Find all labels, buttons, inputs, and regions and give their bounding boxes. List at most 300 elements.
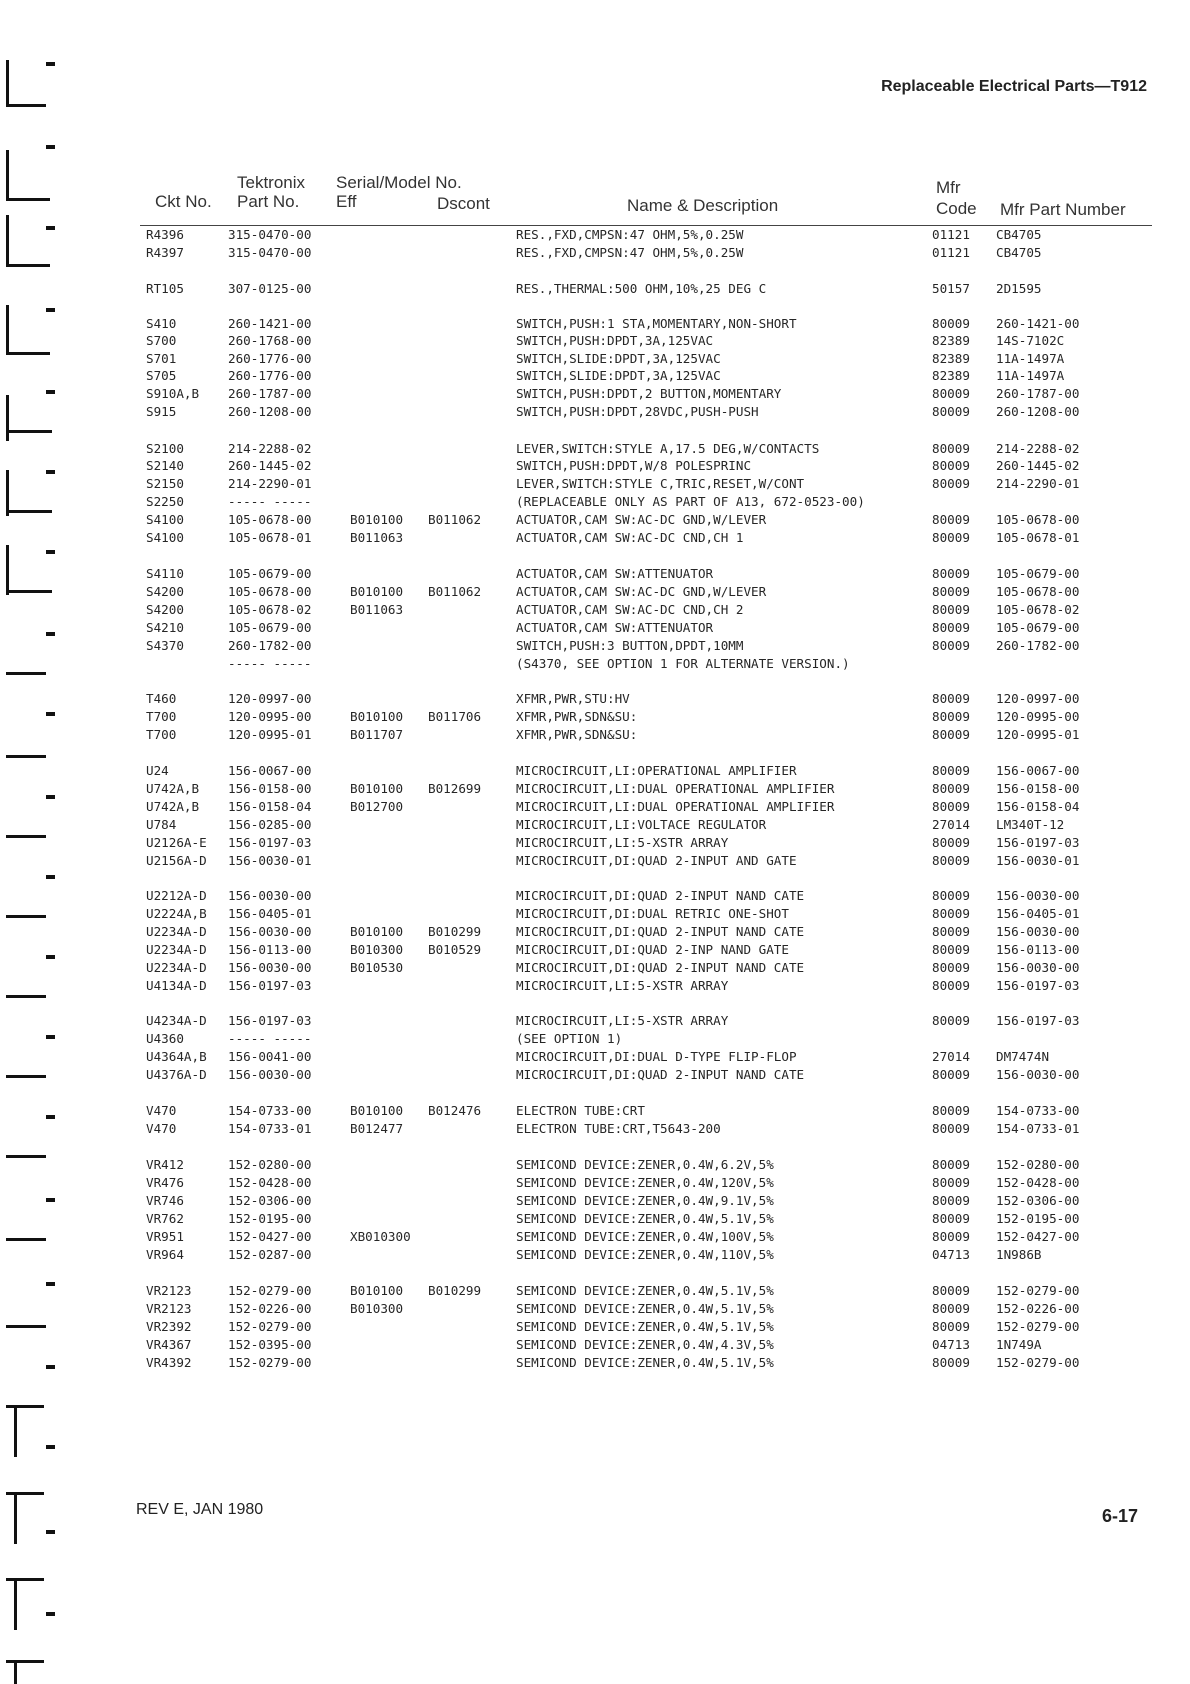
name-description-cell: RES.,FXD,CMPSN:47 OHM,5%,0.25W — [516, 227, 744, 242]
mfr-code-cell: 80009 — [932, 1301, 970, 1316]
ckt-no-cell: VR762 — [146, 1211, 184, 1226]
name-description-cell: ELECTRON TUBE:CRT — [516, 1103, 645, 1118]
ckt-no-cell: V470 — [146, 1121, 177, 1136]
binding-tick — [46, 308, 55, 312]
part-no-cell: 120-0997-00 — [228, 691, 312, 706]
serial-dscont-cell: B010299 — [428, 1283, 482, 1298]
mfr-part-number-cell: 156-0030-00 — [996, 1067, 1080, 1082]
part-no-cell: 156-0197-03 — [228, 1013, 312, 1028]
mfr-code-cell: 80009 — [932, 799, 970, 814]
part-no-cell: 315-0470-00 — [228, 245, 312, 260]
serial-eff-cell: B010100 — [350, 1283, 404, 1298]
mfr-code-cell: 80009 — [932, 978, 970, 993]
mfr-code-cell: 80009 — [932, 709, 970, 724]
mfr-code-cell: 80009 — [932, 620, 970, 635]
binding-mark — [14, 1405, 17, 1457]
serial-eff-cell: B010100 — [350, 709, 404, 724]
ckt-no-cell: S705 — [146, 368, 177, 383]
mfr-part-number-cell: 156-0113-00 — [996, 942, 1080, 957]
mfr-part-number-cell: 154-0733-00 — [996, 1103, 1080, 1118]
mfr-code-cell: 50157 — [932, 281, 970, 296]
part-no-cell: 156-0030-00 — [228, 1067, 312, 1082]
ckt-no-cell: RT105 — [146, 281, 184, 296]
serial-eff-cell: B012477 — [350, 1121, 404, 1136]
part-no-cell: ----- ----- — [228, 656, 312, 671]
name-description-cell: (REPLACEABLE ONLY AS PART OF A13, 672-0523-00) — [516, 494, 865, 509]
table-row — [0, 1030, 1150, 1048]
part-no-cell: 152-0280-00 — [228, 1157, 312, 1172]
ckt-no-cell: S910A,B — [146, 386, 200, 401]
mfr-part-number-cell: 152-0306-00 — [996, 1193, 1080, 1208]
mfr-part-number-cell: 156-0067-00 — [996, 763, 1080, 778]
mfr-part-number-cell: 156-0197-03 — [996, 1013, 1080, 1028]
table-row — [0, 315, 1150, 333]
ckt-no-cell: S4100 — [146, 512, 184, 527]
table-row — [0, 637, 1150, 655]
mfr-part-number-cell: 1N986B — [996, 1247, 1042, 1262]
ckt-no-cell: VR2123 — [146, 1301, 192, 1316]
binding-mark — [6, 60, 9, 106]
table-row — [0, 403, 1150, 421]
name-description-cell: ELECTRON TUBE:CRT,T5643-200 — [516, 1121, 721, 1136]
mfr-code-cell: 80009 — [932, 458, 970, 473]
mfr-code-cell: 80009 — [932, 1229, 970, 1244]
part-no-cell: 307-0125-00 — [228, 281, 312, 296]
column-header-code: Code — [936, 199, 977, 218]
mfr-part-number-cell: 156-0030-00 — [996, 924, 1080, 939]
mfr-code-cell: 80009 — [932, 530, 970, 545]
binding-mark — [6, 1492, 44, 1495]
part-no-cell: 154-0733-01 — [228, 1121, 312, 1136]
table-row — [0, 583, 1150, 601]
ckt-no-cell: VR412 — [146, 1157, 184, 1172]
ckt-no-cell: T460 — [146, 691, 177, 706]
part-no-cell: 260-1776-00 — [228, 351, 312, 366]
table-row — [0, 475, 1150, 493]
mfr-part-number-cell: 105-0678-01 — [996, 530, 1080, 545]
serial-eff-cell: B010530 — [350, 960, 404, 975]
part-no-cell: 152-0428-00 — [228, 1175, 312, 1190]
mfr-part-number-cell: 105-0678-00 — [996, 512, 1080, 527]
binding-mark — [6, 1405, 44, 1408]
mfr-code-cell: 01121 — [932, 227, 970, 242]
mfr-code-cell: 80009 — [932, 316, 970, 331]
name-description-cell: ACTUATOR,CAM SW:ATTENUATOR — [516, 620, 714, 635]
part-no-cell: 260-1787-00 — [228, 386, 312, 401]
serial-dscont-cell: B011706 — [428, 709, 482, 724]
part-no-cell: 156-0158-04 — [228, 799, 312, 814]
mfr-code-cell: 80009 — [932, 404, 970, 419]
ckt-no-cell: S4200 — [146, 584, 184, 599]
column-header-mfr-part-number: Mfr Part Number — [1000, 200, 1126, 219]
binding-mark — [6, 264, 50, 267]
mfr-code-cell: 80009 — [932, 835, 970, 850]
part-no-cell: 156-0158-00 — [228, 781, 312, 796]
serial-dscont-cell: B010299 — [428, 924, 482, 939]
name-description-cell: SWITCH,SLIDE:DPDT,3A,125VAC — [516, 351, 721, 366]
ckt-no-cell: U2212A-D — [146, 888, 207, 903]
part-no-cell: 152-0279-00 — [228, 1319, 312, 1334]
table-row — [0, 1066, 1150, 1084]
name-description-cell: MICROCIRCUIT,LI:DUAL OPERATIONAL AMPLIFIER — [516, 799, 835, 814]
column-header-tektronix: Tektronix — [237, 173, 306, 192]
ckt-no-cell: VR4367 — [146, 1337, 192, 1352]
mfr-part-number-cell: 152-0280-00 — [996, 1157, 1080, 1172]
name-description-cell: ACTUATOR,CAM SW:AC-DC GND,W/LEVER — [516, 584, 767, 599]
part-no-cell: 156-0030-00 — [228, 888, 312, 903]
part-no-cell: 260-1208-00 — [228, 404, 312, 419]
table-row — [0, 1048, 1150, 1066]
part-no-cell: 105-0679-00 — [228, 566, 312, 581]
column-header-dscont: Dscont — [437, 194, 490, 213]
part-no-cell: 152-0287-00 — [228, 1247, 312, 1262]
binding-mark — [14, 1492, 17, 1544]
table-row — [0, 1012, 1150, 1030]
ckt-no-cell: VR746 — [146, 1193, 184, 1208]
name-description-cell: MICROCIRCUIT,DI:QUAD 2-INPUT NAND CATE — [516, 924, 805, 939]
part-no-cell: 152-0395-00 — [228, 1337, 312, 1352]
name-description-cell: MICROCIRCUIT,DI:QUAD 2-INPUT NAND CATE — [516, 960, 805, 975]
part-no-cell: 105-0678-00 — [228, 512, 312, 527]
mfr-code-cell: 80009 — [932, 1175, 970, 1190]
mfr-part-number-cell: 152-0428-00 — [996, 1175, 1080, 1190]
part-no-cell: 156-0041-00 — [228, 1049, 312, 1064]
table-row — [0, 511, 1150, 529]
mfr-code-cell: 80009 — [932, 781, 970, 796]
ckt-no-cell: U784 — [146, 817, 177, 832]
mfr-code-cell: 80009 — [932, 386, 970, 401]
part-no-cell: ----- ----- — [228, 1031, 312, 1046]
ckt-no-cell: U2234A-D — [146, 960, 207, 975]
table-row — [0, 655, 1150, 673]
table-row — [0, 385, 1150, 403]
serial-eff-cell: B010100 — [350, 584, 404, 599]
table-row — [0, 1156, 1150, 1174]
name-description-cell: XFMR,PWR,STU:HV — [516, 691, 630, 706]
part-no-cell: 260-1445-02 — [228, 458, 312, 473]
table-row — [0, 1102, 1150, 1120]
part-no-cell: 260-1421-00 — [228, 316, 312, 331]
ckt-no-cell: V470 — [146, 1103, 177, 1118]
serial-eff-cell: B012700 — [350, 799, 404, 814]
part-no-cell: 315-0470-00 — [228, 227, 312, 242]
part-no-cell: 156-0030-00 — [228, 960, 312, 975]
ckt-no-cell: S700 — [146, 333, 177, 348]
name-description-cell: (S4370, SEE OPTION 1 FOR ALTERNATE VERSION.) — [516, 656, 850, 671]
ckt-no-cell: U4234A-D — [146, 1013, 207, 1028]
name-description-cell: MICROCIRCUIT,DI:QUAD 2-INP NAND GATE — [516, 942, 789, 957]
ckt-no-cell: U4376A-D — [146, 1067, 207, 1082]
part-no-cell: 156-0197-03 — [228, 978, 312, 993]
part-no-cell: 214-2290-01 — [228, 476, 312, 491]
ckt-no-cell: VR476 — [146, 1175, 184, 1190]
ckt-no-cell: R4397 — [146, 245, 184, 260]
part-no-cell: 152-0279-00 — [228, 1283, 312, 1298]
mfr-part-number-cell: 260-1782-00 — [996, 638, 1080, 653]
mfr-code-cell: 80009 — [932, 1103, 970, 1118]
name-description-cell: SEMICOND DEVICE:ZENER,0.4W,5.1V,5% — [516, 1283, 774, 1298]
table-row — [0, 977, 1150, 995]
ckt-no-cell: S2140 — [146, 458, 184, 473]
table-row — [0, 1318, 1150, 1336]
table-row — [0, 923, 1150, 941]
ckt-no-cell: S4210 — [146, 620, 184, 635]
name-description-cell: MICROCIRCUIT,LI:OPERATIONAL AMPLIFIER — [516, 763, 797, 778]
part-no-cell: 156-0067-00 — [228, 763, 312, 778]
column-header-part-no: Part No. — [237, 192, 300, 211]
table-row — [0, 816, 1150, 834]
name-description-cell: SEMICOND DEVICE:ZENER,0.4W,5.1V,5% — [516, 1211, 774, 1226]
ckt-no-cell: U4134A-D — [146, 978, 207, 993]
mfr-part-number-cell: 105-0678-00 — [996, 584, 1080, 599]
mfr-part-number-cell: 156-0158-04 — [996, 799, 1080, 814]
mfr-part-number-cell: 152-0427-00 — [996, 1229, 1080, 1244]
table-row — [0, 565, 1150, 583]
binding-mark — [14, 1578, 17, 1630]
table-row — [0, 457, 1150, 475]
table-row — [0, 852, 1150, 870]
name-description-cell: MICROCIRCUIT,LI:5-XSTR ARRAY — [516, 835, 729, 850]
mfr-part-number-cell: 105-0679-00 — [996, 620, 1080, 635]
mfr-code-cell: 80009 — [932, 1211, 970, 1226]
mfr-code-cell: 04713 — [932, 1337, 970, 1352]
table-row — [0, 1246, 1150, 1264]
serial-dscont-cell: B012699 — [428, 781, 482, 796]
table-row — [0, 493, 1150, 511]
mfr-part-number-cell: 120-0995-00 — [996, 709, 1080, 724]
ckt-no-cell: U2234A-D — [146, 942, 207, 957]
table-row — [0, 905, 1150, 923]
ckt-no-cell: S2250 — [146, 494, 184, 509]
mfr-part-number-cell: 156-0030-01 — [996, 853, 1080, 868]
mfr-code-cell: 82389 — [932, 333, 970, 348]
mfr-code-cell: 80009 — [932, 1283, 970, 1298]
ckt-no-cell: U2126A-E — [146, 835, 207, 850]
name-description-cell: MICROCIRCUIT,DI:QUAD 2-INPUT NAND CATE — [516, 888, 805, 903]
mfr-code-cell: 80009 — [932, 942, 970, 957]
mfr-part-number-cell: 154-0733-01 — [996, 1121, 1080, 1136]
table-row — [0, 1120, 1150, 1138]
mfr-code-cell: 80009 — [932, 1319, 970, 1334]
binding-tick — [46, 1530, 55, 1534]
part-no-cell: 156-0113-00 — [228, 942, 312, 957]
part-no-cell: 260-1776-00 — [228, 368, 312, 383]
name-description-cell: XFMR,PWR,SDN&SU: — [516, 727, 638, 742]
part-no-cell: 152-0427-00 — [228, 1229, 312, 1244]
part-no-cell: 156-0030-01 — [228, 853, 312, 868]
table-row — [0, 762, 1150, 780]
table-row — [0, 941, 1150, 959]
name-description-cell: SEMICOND DEVICE:ZENER,0.4W,9.1V,5% — [516, 1193, 774, 1208]
mfr-code-cell: 80009 — [932, 441, 970, 456]
mfr-code-cell: 80009 — [932, 1157, 970, 1172]
mfr-part-number-cell: 260-1421-00 — [996, 316, 1080, 331]
part-no-cell: 152-0226-00 — [228, 1301, 312, 1316]
revision-date: REV E, JAN 1980 — [136, 1501, 264, 1518]
mfr-code-cell: 80009 — [932, 1013, 970, 1028]
part-no-cell: 214-2288-02 — [228, 441, 312, 456]
serial-eff-cell: B010100 — [350, 781, 404, 796]
mfr-code-cell: 80009 — [932, 727, 970, 742]
mfr-part-number-cell: 156-0197-03 — [996, 978, 1080, 993]
binding-tick — [46, 1612, 55, 1616]
serial-eff-cell: B011707 — [350, 727, 404, 742]
ckt-no-cell: U742A,B — [146, 799, 200, 814]
binding-mark — [6, 755, 46, 758]
ckt-no-cell: VR2123 — [146, 1283, 192, 1298]
table-row — [0, 959, 1150, 977]
name-description-cell: MICROCIRCUIT,DI:DUAL RETRIC ONE-SHOT — [516, 906, 789, 921]
ckt-no-cell: U742A,B — [146, 781, 200, 796]
name-description-cell: SEMICOND DEVICE:ZENER,0.4W,5.1V,5% — [516, 1319, 774, 1334]
mfr-part-number-cell: 152-0195-00 — [996, 1211, 1080, 1226]
serial-eff-cell: B010100 — [350, 924, 404, 939]
page-header: Replaceable Electrical Parts—T912 — [881, 78, 1147, 95]
binding-mark — [6, 1578, 44, 1581]
table-row — [0, 1228, 1150, 1246]
table-row — [0, 1192, 1150, 1210]
table-row — [0, 529, 1150, 547]
part-no-cell: 156-0405-01 — [228, 906, 312, 921]
part-no-cell: 105-0678-02 — [228, 602, 312, 617]
mfr-code-cell: 80009 — [932, 476, 970, 491]
name-description-cell: SEMICOND DEVICE:ZENER,0.4W,5.1V,5% — [516, 1355, 774, 1370]
mfr-part-number-cell: DM7474N — [996, 1049, 1050, 1064]
part-no-cell: 152-0306-00 — [228, 1193, 312, 1208]
binding-tick — [46, 1445, 55, 1449]
serial-eff-cell: B010300 — [350, 942, 404, 957]
mfr-part-number-cell: 152-0279-00 — [996, 1283, 1080, 1298]
mfr-part-number-cell: 14S-7102C — [996, 333, 1065, 348]
ckt-no-cell: VR2392 — [146, 1319, 192, 1334]
part-no-cell: 105-0678-00 — [228, 584, 312, 599]
name-description-cell: MICROCIRCUIT,DI:QUAD 2-INPUT NAND CATE — [516, 1067, 805, 1082]
mfr-part-number-cell: 214-2288-02 — [996, 441, 1080, 456]
name-description-cell: (SEE OPTION 1) — [516, 1031, 623, 1046]
name-description-cell: MICROCIRCUIT,LI:DUAL OPERATIONAL AMPLIFIER — [516, 781, 835, 796]
serial-eff-cell: B011063 — [350, 530, 404, 545]
name-description-cell: RES.,FXD,CMPSN:47 OHM,5%,0.25W — [516, 245, 744, 260]
ckt-no-cell: S915 — [146, 404, 177, 419]
part-no-cell: ----- ----- — [228, 494, 312, 509]
column-header-name-description: Name & Description — [627, 196, 779, 215]
mfr-code-cell: 80009 — [932, 638, 970, 653]
mfr-code-cell: 27014 — [932, 817, 970, 832]
part-no-cell: 105-0679-00 — [228, 620, 312, 635]
table-row — [0, 440, 1150, 458]
mfr-part-number-cell: 152-0279-00 — [996, 1355, 1080, 1370]
mfr-part-number-cell: 11A-1497A — [996, 351, 1065, 366]
mfr-code-cell: 80009 — [932, 906, 970, 921]
ckt-no-cell: S2100 — [146, 441, 184, 456]
name-description-cell: ACTUATOR,CAM SW:AC-DC CND,CH 1 — [516, 530, 744, 545]
ckt-no-cell: S2150 — [146, 476, 184, 491]
ckt-no-cell: U2156A-D — [146, 853, 207, 868]
mfr-part-number-cell: CB4705 — [996, 227, 1042, 242]
name-description-cell: ACTUATOR,CAM SW:AC-DC GND,W/LEVER — [516, 512, 767, 527]
name-description-cell: SEMICOND DEVICE:ZENER,0.4W,4.3V,5% — [516, 1337, 774, 1352]
serial-dscont-cell: B010529 — [428, 942, 482, 957]
name-description-cell: SWITCH,SLIDE:DPDT,3A,125VAC — [516, 368, 721, 383]
ckt-no-cell: VR951 — [146, 1229, 184, 1244]
table-row — [0, 1282, 1150, 1300]
name-description-cell: SWITCH,PUSH:DPDT,2 BUTTON,MOMENTARY — [516, 386, 782, 401]
mfr-part-number-cell: 156-0405-01 — [996, 906, 1080, 921]
page-number: 6-17 — [1101, 1506, 1138, 1526]
mfr-code-cell: 80009 — [932, 691, 970, 706]
mfr-part-number-cell: 260-1787-00 — [996, 386, 1080, 401]
part-no-cell: 152-0195-00 — [228, 1211, 312, 1226]
mfr-code-cell: 80009 — [932, 763, 970, 778]
part-no-cell: 105-0678-01 — [228, 530, 312, 545]
name-description-cell: SEMICOND DEVICE:ZENER,0.4W,110V,5% — [516, 1247, 774, 1262]
mfr-part-number-cell: LM340T-12 — [996, 817, 1065, 832]
mfr-part-number-cell: 152-0279-00 — [996, 1319, 1080, 1334]
table-row — [0, 280, 1150, 298]
name-description-cell: MICROCIRCUIT,DI:QUAD 2-INPUT AND GATE — [516, 853, 797, 868]
mfr-code-cell: 80009 — [932, 960, 970, 975]
name-description-cell: MICROCIRCUIT,LI:5-XSTR ARRAY — [516, 978, 729, 993]
table-row — [0, 1354, 1150, 1372]
mfr-code-cell: 80009 — [932, 1355, 970, 1370]
name-description-cell: SEMICOND DEVICE:ZENER,0.4W,120V,5% — [516, 1175, 774, 1190]
binding-tick — [46, 62, 55, 66]
mfr-part-number-cell: 105-0678-02 — [996, 602, 1080, 617]
ckt-no-cell: U4364A,B — [146, 1049, 207, 1064]
table-row — [0, 1336, 1150, 1354]
column-header-eff: Eff — [336, 192, 357, 211]
mfr-code-cell: 80009 — [932, 1121, 970, 1136]
name-description-cell: ACTUATOR,CAM SW:ATTENUATOR — [516, 566, 714, 581]
serial-eff-cell: B010100 — [350, 1103, 404, 1118]
binding-mark — [6, 104, 46, 107]
ckt-no-cell: U4360 — [146, 1031, 184, 1046]
name-description-cell: MICROCIRCUIT,DI:DUAL D-TYPE FLIP-FLOP — [516, 1049, 797, 1064]
part-no-cell: 260-1782-00 — [228, 638, 312, 653]
name-description-cell: MICROCIRCUIT,LI:5-XSTR ARRAY — [516, 1013, 729, 1028]
mfr-part-number-cell: 260-1208-00 — [996, 404, 1080, 419]
binding-tick — [46, 145, 55, 149]
binding-tick — [46, 550, 55, 554]
table-row — [0, 708, 1150, 726]
part-no-cell: 154-0733-00 — [228, 1103, 312, 1118]
table-row — [0, 834, 1150, 852]
ckt-no-cell: R4396 — [146, 227, 184, 242]
serial-eff-cell: B011063 — [350, 602, 404, 617]
mfr-code-cell: 80009 — [932, 888, 970, 903]
part-no-cell: 260-1768-00 — [228, 333, 312, 348]
ckt-no-cell: S4100 — [146, 530, 184, 545]
table-row — [0, 350, 1150, 368]
mfr-code-cell: 80009 — [932, 924, 970, 939]
mfr-code-cell: 01121 — [932, 245, 970, 260]
name-description-cell: LEVER,SWITCH:STYLE A,17.5 DEG,W/CONTACTS — [516, 441, 820, 456]
serial-dscont-cell: B011062 — [428, 584, 482, 599]
mfr-code-cell: 82389 — [932, 368, 970, 383]
mfr-part-number-cell: 152-0226-00 — [996, 1301, 1080, 1316]
serial-dscont-cell: B012476 — [428, 1103, 482, 1118]
column-header-ckt-no: Ckt No. — [155, 192, 212, 211]
mfr-part-number-cell: 1N749A — [996, 1337, 1042, 1352]
ckt-no-cell: U2224A,B — [146, 906, 207, 921]
mfr-part-number-cell: 2D1595 — [996, 281, 1042, 296]
table-row — [0, 367, 1150, 385]
name-description-cell: RES.,THERMAL:500 OHM,10%,25 DEG C — [516, 281, 767, 296]
table-row — [0, 226, 1150, 244]
table-row — [0, 1174, 1150, 1192]
name-description-cell: LEVER,SWITCH:STYLE C,TRIC,RESET,W/CONT — [516, 476, 805, 491]
ckt-no-cell: T700 — [146, 727, 177, 742]
